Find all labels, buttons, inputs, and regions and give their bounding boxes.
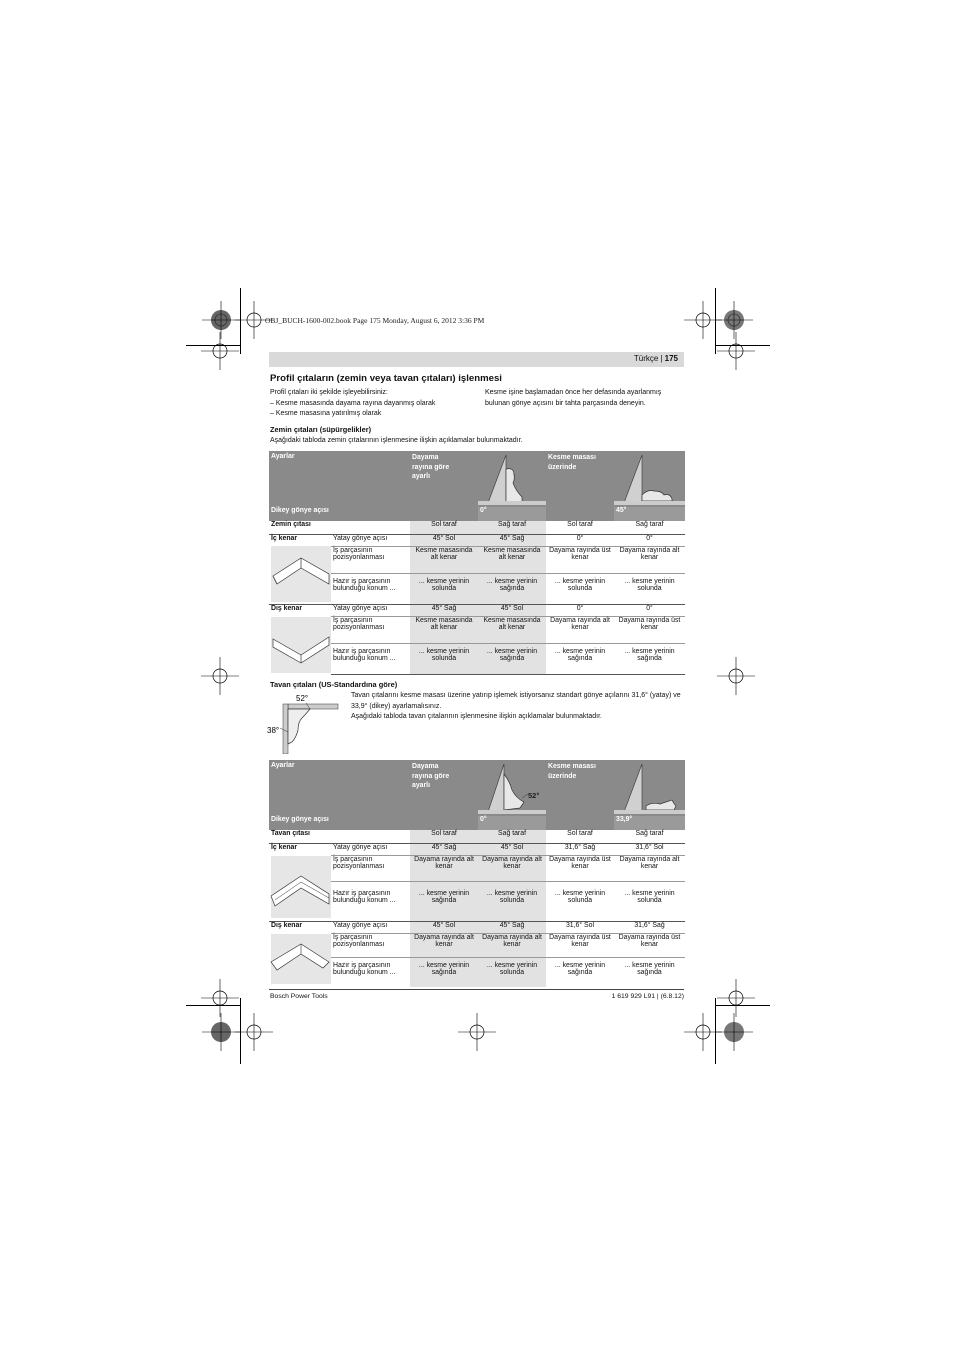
cell: ... kesme yerinin solunda [478, 957, 546, 987]
floor-heading: Zemin çıtaları (süpürgelikler) [270, 425, 372, 434]
cell: Dayama rayında alt kenar [410, 855, 478, 881]
header-gap [410, 816, 478, 830]
registration-crosshair-icon [717, 657, 755, 695]
row-label: Hazır iş parçasının bulunduğu konum ... [333, 577, 396, 592]
sub-col: Sol taraf [546, 521, 614, 534]
header-col2: Kesme masası üzerinde [548, 454, 596, 471]
cell: ... kesme yerinin sağında [478, 573, 546, 604]
cell: ... kesme yerinin sağında [410, 957, 478, 987]
row-label: İş parçasının pozisyonlanması [331, 617, 410, 644]
sub-col: Sol taraf [410, 830, 478, 843]
inner-corner-figure-cell [269, 855, 331, 921]
section-title: Profil çıtaların (zemin veya tavan çıtaları) işlenmesi [270, 373, 502, 384]
registration-crosshair-icon [717, 979, 755, 1017]
row-group-label: İç kenar [271, 534, 298, 542]
cell: 31,6° Sol [614, 843, 685, 855]
cell: ... kesme yerinin solunda [554, 577, 606, 592]
sub-col: Sağ taraf [614, 830, 685, 843]
cell: ... kesme yerinin sağında [614, 643, 685, 674]
header-col2: Kesme masası üzerinde [548, 763, 596, 780]
sub-col: Sol taraf [546, 830, 614, 843]
header-gap [546, 816, 614, 830]
cell: ... kesme yerinin solunda [624, 577, 675, 592]
cell: Kesme masasında alt kenar [410, 617, 478, 644]
cell: ... kesme yerinin sağında [410, 881, 478, 921]
header-vertical-label: Dikey gönye açısı [271, 816, 329, 823]
crop-line [716, 1005, 770, 1006]
registration-crosshair-icon [201, 332, 239, 370]
ceiling-desc-1: Tavan çıtalarını kesme masası üzerine yatırıp işlemek istiyorsanız standart gönye açılarını 31,6° (yatay) ve 33,9° (dikey) ayarlamalısınız. [351, 692, 681, 710]
cell: Dayama rayında alt kenar [478, 933, 546, 957]
sub-col: Sol taraf [410, 521, 478, 534]
page-header-bar [269, 352, 684, 367]
cell: ... kesme yerinin solunda [554, 889, 606, 904]
cell: Kesme masasında alt kenar [410, 546, 478, 573]
intro-item: – Kesme masasına yatırılmış olarak [270, 410, 382, 417]
inner-corner-figure [269, 546, 331, 602]
row-label: İş parçasının pozisyonlanması [331, 855, 410, 881]
crop-line [186, 1005, 240, 1006]
outer-corner-figure-cell [269, 617, 331, 675]
header-settings-cell [269, 451, 410, 507]
row-group-label: İç kenar [271, 843, 298, 851]
cell: 45° Sol [478, 843, 546, 855]
cell: 0° [546, 605, 614, 617]
ceiling-description [351, 691, 684, 723]
registration-crosshair-icon [458, 1013, 496, 1051]
header-col1: Dayama rayına göre ayarlı [412, 454, 450, 480]
inner-corner-crown-figure [269, 856, 331, 918]
cell: ... kesme yerinin solunda [410, 643, 478, 674]
row-label: Hazır iş parçasının bulunduğu konum ... [333, 889, 396, 904]
cell: 0° [614, 534, 685, 546]
cell: ... kesme yerinin solunda [410, 573, 478, 604]
outer-corner-crown-figure [269, 934, 331, 984]
header-settings: Ayarlar [271, 762, 295, 769]
footer-right: 1 619 929 L91 | (6.8.12) [611, 993, 684, 1000]
cell: ... kesme yerinin solunda [478, 881, 546, 921]
header-settings: Ayarlar [271, 453, 295, 460]
sub-col: Sağ taraf [478, 830, 546, 843]
footer-rule [269, 989, 684, 990]
cell: Dayama rayında alt kenar [546, 617, 614, 644]
cell: Dayama rayında alt kenar [614, 855, 685, 881]
cell: Kesme masasında alt kenar [478, 617, 546, 644]
intro-right: Kesme işine başlamadan önce her defasında ayarlanmış bulunan gönye açısını bir tahta parçasında deneyin. [485, 389, 662, 407]
sub-label: Tavan çıtası [269, 830, 410, 843]
registration-crosshair-icon [201, 979, 239, 1017]
row-label: İş parçasının pozisyonlanması [331, 933, 410, 957]
crop-line [715, 998, 716, 1064]
cell: 45° Sağ [478, 534, 546, 546]
cell: 45° Sol [478, 605, 546, 617]
cell: ... kesme yerinin solunda [624, 889, 675, 904]
table-profile-figure [614, 451, 685, 505]
table-crown-figure [614, 760, 685, 814]
ceiling-desc-2: Aşağıdaki tabloda tavan çıtalarının işlenmesine ilişkin açıklamalar bulunmaktadır. [351, 713, 602, 720]
row-label: Hazır iş parçasının bulunduğu konum ... [333, 961, 396, 976]
header-col1: Dayama rayına göre ayarlı [412, 763, 450, 789]
angle-52-label: 52° [528, 791, 540, 800]
crop-line [240, 998, 241, 1064]
row-group-label: Dış kenar [269, 605, 331, 617]
cell: 31,6° Sağ [614, 921, 685, 933]
cell: Dayama rayında üst kenar [614, 933, 685, 957]
row-label: Yatay gönye açısı [331, 534, 410, 546]
page-number: 175 [664, 354, 678, 363]
sub-label: Zemin çıtası [269, 521, 410, 534]
ceiling-table [269, 760, 685, 987]
intro-left [270, 388, 475, 420]
intro-line: Profil çıtaları iki şekilde işleyebilirsiniz: [270, 389, 388, 396]
cell: 45° Sağ [410, 605, 478, 617]
fence-crown-figure [478, 760, 546, 814]
cell: Dayama rayında üst kenar [614, 617, 685, 644]
cell: 31,6° Sağ [546, 843, 614, 855]
crop-line [716, 345, 770, 346]
crop-line [240, 288, 241, 354]
cell: 45° Sol [410, 921, 478, 933]
cell: ... kesme yerinin sağında [624, 961, 675, 976]
header-v1: 0° [478, 816, 546, 830]
cell: Dayama rayında üst kenar [546, 933, 614, 957]
cell: Dayama rayında alt kenar [410, 933, 478, 957]
header-gap [546, 507, 614, 521]
cell: 0° [546, 534, 614, 546]
header-vertical-label: Dikey gönye açısı [271, 507, 329, 514]
row-label: Yatay gönye açısı [331, 921, 410, 933]
cell: ... kesme yerinin sağında [554, 961, 606, 976]
angle-38-label: 38° [267, 726, 280, 735]
header-settings-cell [269, 760, 410, 816]
header-col1-figure-cell [478, 760, 546, 816]
row-label: İş parçasının pozisyonlanması [331, 546, 410, 573]
registration-crosshair-icon [715, 1013, 753, 1051]
page-label [634, 354, 678, 363]
cell: Dayama rayında üst kenar [546, 855, 614, 881]
cell: Dayama rayında alt kenar [478, 855, 546, 881]
ceiling-heading: Tavan çıtaları (US-Standardına göre) [270, 680, 398, 689]
header-col2-figure-cell [614, 760, 685, 816]
registration-crosshair-icon [717, 332, 755, 370]
inner-corner-figure-cell [269, 546, 331, 605]
crop-line [186, 345, 240, 346]
floor-description: Aşağıdaki tabloda zemin çıtalarının işlenmesine ilişkin açıklamalar bulunmaktadır. [270, 437, 523, 444]
registration-crosshair-icon [201, 657, 239, 695]
row-label: Yatay gönye açısı [331, 843, 410, 855]
header-gap [410, 507, 478, 521]
floor-table [269, 451, 685, 675]
angle-52-label: 52° [296, 694, 309, 703]
sub-col: Sağ taraf [478, 521, 546, 534]
cell: 0° [614, 605, 685, 617]
cell: ... kesme yerinin sağında [478, 643, 546, 674]
cell: ... kesme yerinin sağında [546, 643, 614, 674]
cell: 45° Sağ [410, 843, 478, 855]
header-v1: 0° [478, 507, 546, 521]
cell: 45° Sağ [478, 921, 546, 933]
cell: 31,6° Sol [546, 921, 614, 933]
header-v2: 33,9° [614, 816, 685, 830]
cell: 45° Sol [410, 534, 478, 546]
footer-left: Bosch Power Tools [270, 993, 328, 1000]
row-label: Hazır iş parçasının bulunduğu konum ... [331, 643, 410, 674]
header-v2: 45° [614, 507, 685, 521]
outer-corner-figure-cell [269, 933, 331, 987]
row-label: Yatay gönye açısı [331, 605, 410, 617]
header-separator: | [660, 354, 663, 363]
outer-corner-figure [269, 617, 331, 673]
header-col2-figure-cell [614, 451, 685, 507]
row-group-label: Dış kenar [269, 921, 331, 933]
fence-profile-figure [478, 451, 546, 505]
language-label: Türkçe [633, 354, 659, 363]
cell: Dayama rayında alt kenar [614, 546, 685, 573]
file-info: OBJ_BUCH-1600-002.book Page 175 Monday, August 6, 2012 3:36 PM [265, 316, 485, 325]
cell: Kesme masasında alt kenar [478, 546, 546, 573]
intro-item: – Kesme masasında dayama rayına dayanmış olarak [270, 399, 436, 407]
header-col1-figure-cell [478, 451, 546, 507]
crown-molding-figure [266, 692, 346, 754]
sub-col: Sağ taraf [614, 521, 685, 534]
cell: Dayama rayında üst kenar [546, 546, 614, 573]
